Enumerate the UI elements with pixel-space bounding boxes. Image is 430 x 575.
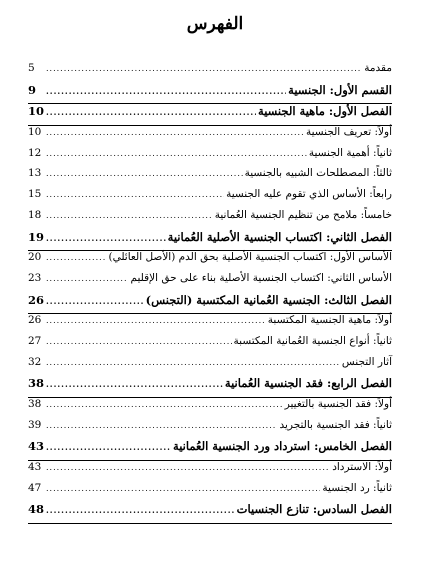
- toc-entry-title: ثانياً: فقد الجنسية بالتجريد: [279, 418, 392, 431]
- toc-section-row: [28, 104, 392, 126]
- page-title: الفهرس: [186, 14, 244, 34]
- dot-leader: [46, 379, 223, 389]
- dot-leader: [46, 128, 304, 137]
- dot-leader: [46, 484, 320, 493]
- toc-page-number: 38: [28, 376, 45, 391]
- toc-row: [28, 251, 392, 272]
- toc-page-number: 26: [28, 292, 45, 307]
- toc-entry-title: مقدمة: [364, 62, 392, 74]
- toc-entry-title: القسم الأول: الجنسية: [288, 82, 392, 97]
- dot-leader: [46, 149, 307, 158]
- toc-page-number: 10: [28, 104, 45, 119]
- toc-row: [28, 147, 392, 168]
- toc-page-number: 32: [28, 355, 42, 368]
- toc-row: [28, 126, 392, 147]
- toc-entry-title: الفصل السادس: تنازع الجنسيات: [236, 502, 392, 517]
- toc-entry-title: رابعاً: الأساس الذي تقوم عليه الجنسية: [226, 188, 392, 201]
- toc-page-number: 23: [28, 271, 42, 284]
- dot-leader: [46, 337, 232, 346]
- toc-page-number: 38: [28, 398, 42, 410]
- toc-row: [28, 335, 392, 356]
- dot-leader: [46, 274, 128, 283]
- toc-entry-title: ثانياً: رد الجنسية: [322, 481, 392, 494]
- toc-page-number: 20: [28, 251, 42, 264]
- toc-entry-title: الفصل الأول: ماهية الجنسية: [258, 104, 392, 119]
- toc-page-number: 19: [28, 229, 45, 244]
- toc-row: [28, 188, 392, 209]
- toc-page-number: 26: [28, 314, 42, 327]
- dot-leader: [46, 358, 340, 367]
- dot-leader: [46, 211, 213, 220]
- toc-entry-title: أولاً: فقد الجنسية بالتغيير: [284, 398, 392, 410]
- toc-entry-title: خامساً: ملامح من تنظيم الجنسية العُمانية: [214, 208, 392, 221]
- toc-page-number: 10: [28, 126, 42, 139]
- table-of-contents: [28, 62, 392, 524]
- dot-leader: [46, 64, 362, 73]
- toc-row: [28, 209, 392, 230]
- toc-page-number: 48: [28, 502, 45, 517]
- toc-page-number: 9: [28, 82, 37, 97]
- toc-section-row: [28, 376, 392, 398]
- toc-entry-title: الفصل الرابع: فقد الجنسية العُمانية: [224, 376, 392, 391]
- toc-entry-title: الفصل الثالث: الجنسية العُمانية المكتسبة (التجنس): [145, 292, 392, 307]
- dot-leader: [46, 233, 166, 243]
- toc-entry-title: أولاً: ماهية الجنسية المكتسبة: [267, 314, 392, 327]
- toc-section-row: [28, 83, 392, 105]
- toc-entry-title: الفصل الخامس: استرداد ورد الجنسية العُمانية: [173, 439, 392, 454]
- dot-leader: [46, 505, 235, 515]
- toc-entry-title: أولاً: تعريف الجنسية: [306, 126, 392, 139]
- toc-row: [28, 419, 392, 440]
- toc-row: [28, 461, 392, 482]
- toc-section-row: [28, 439, 392, 461]
- dot-leader: [46, 400, 283, 409]
- dot-leader: [46, 442, 171, 452]
- toc-entry-title: الأساس الأول: اكتساب الجنسية الأصلية بحق الدم (الأصل العائلي): [108, 251, 392, 264]
- toc-section-row: [28, 502, 392, 524]
- toc-page-number: 47: [28, 481, 42, 494]
- toc-page-number: 39: [28, 418, 42, 431]
- dot-leader: [46, 169, 243, 178]
- toc-entry-title: أولاً: الاسترداد: [332, 461, 392, 474]
- toc-section-row: [28, 230, 392, 252]
- toc-page-number: 15: [28, 188, 42, 201]
- toc-entry-title: ثانياً: أنواع الجنسية العُمانية المكتسبة: [233, 334, 392, 347]
- toc-page-number: 43: [28, 461, 42, 474]
- dot-leader: [46, 86, 286, 96]
- dot-leader: [46, 296, 144, 306]
- toc-page-number: 12: [28, 146, 42, 159]
- toc-page-number: 27: [28, 334, 42, 347]
- dot-leader: [46, 190, 224, 199]
- toc-row: [28, 482, 392, 503]
- toc-row: [28, 398, 392, 419]
- dot-leader: [46, 421, 277, 430]
- toc-row: [28, 314, 392, 335]
- toc-page-number: 13: [28, 167, 42, 180]
- toc-row: [28, 356, 392, 377]
- toc-page-number: 5: [28, 62, 35, 74]
- dot-leader: [46, 253, 106, 262]
- toc-entry-title: ثالثاً: المصطلحات الشبيه بالجنسية: [244, 167, 392, 180]
- toc-entry-title: الفصل الثاني: اكتساب الجنسية الأصلية العُمانية: [167, 229, 392, 244]
- toc-page-number: 43: [28, 439, 45, 454]
- dot-leader: [46, 463, 330, 472]
- toc-row: [28, 62, 392, 83]
- dot-leader: [46, 316, 266, 325]
- toc-entry-title: ثانياً: أهمية الجنسية: [308, 146, 392, 159]
- toc-entry-title: آثار التجنس: [341, 355, 392, 368]
- toc-row: [28, 167, 392, 188]
- toc-section-row: [28, 293, 392, 315]
- toc-row: [28, 272, 392, 293]
- toc-entry-title: الأساس الثاني: اكتساب الجنسية الأصلية بناء على حق الإقليم: [130, 271, 392, 284]
- toc-page-number: 18: [28, 208, 42, 221]
- dot-leader: [46, 107, 256, 117]
